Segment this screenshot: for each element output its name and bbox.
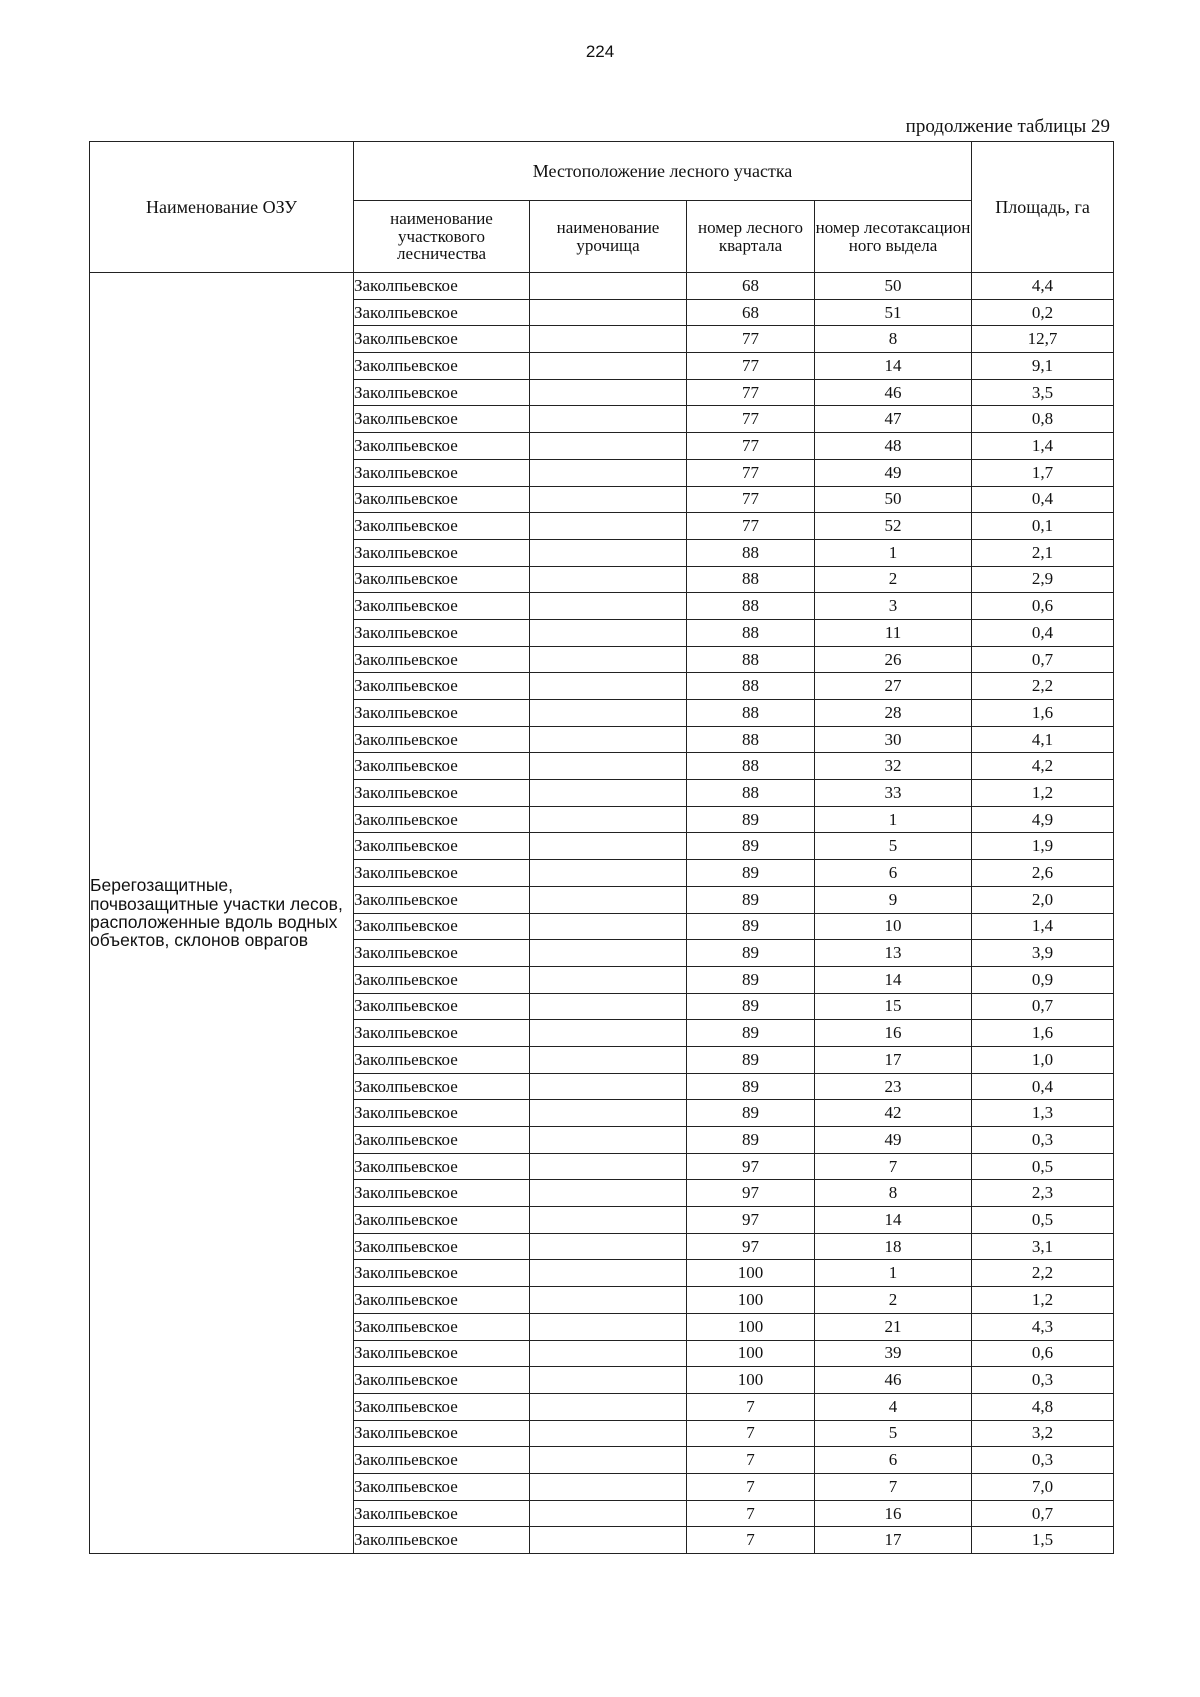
- cell-forestry: Заколпьевское: [354, 780, 530, 807]
- cell-allotment: 5: [815, 1420, 972, 1447]
- cell-allotment: 6: [815, 860, 972, 887]
- cell-allotment: 39: [815, 1340, 972, 1367]
- cell-tract: [530, 1473, 687, 1500]
- cell-area: 0,3: [972, 1447, 1114, 1474]
- cell-area: 1,6: [972, 700, 1114, 727]
- cell-allotment: 11: [815, 619, 972, 646]
- cell-quarter: 88: [687, 673, 815, 700]
- cell-quarter: 89: [687, 1100, 815, 1127]
- cell-quarter: 77: [687, 406, 815, 433]
- cell-area: 4,8: [972, 1393, 1114, 1420]
- table-caption: продолжение таблицы 29: [905, 116, 1110, 137]
- cell-allotment: 26: [815, 646, 972, 673]
- cell-allotment: 1: [815, 1260, 972, 1287]
- cell-area: 3,1: [972, 1233, 1114, 1260]
- cell-area: 1,0: [972, 1046, 1114, 1073]
- table-row: [90, 273, 1114, 300]
- cell-forestry: Заколпьевское: [354, 1527, 530, 1554]
- cell-allotment: 51: [815, 299, 972, 326]
- cell-forestry: Заколпьевское: [354, 1420, 530, 1447]
- cell-tract: [530, 326, 687, 353]
- header-location-group: Местоположение лесного участка: [354, 142, 972, 201]
- cell-area: 0,4: [972, 1073, 1114, 1100]
- cell-tract: [530, 1207, 687, 1234]
- cell-allotment: 27: [815, 673, 972, 700]
- cell-area: 9,1: [972, 353, 1114, 380]
- cell-area: 1,7: [972, 459, 1114, 486]
- cell-tract: [530, 353, 687, 380]
- cell-tract: [530, 833, 687, 860]
- cell-allotment: 15: [815, 993, 972, 1020]
- cell-area: 2,3: [972, 1180, 1114, 1207]
- cell-tract: [530, 700, 687, 727]
- cell-quarter: 7: [687, 1393, 815, 1420]
- cell-tract: [530, 1420, 687, 1447]
- cell-allotment: 50: [815, 273, 972, 300]
- cell-area: 1,5: [972, 1527, 1114, 1554]
- cell-allotment: 17: [815, 1046, 972, 1073]
- cell-tract: [530, 1340, 687, 1367]
- cell-tract: [530, 646, 687, 673]
- cell-forestry: Заколпьевское: [354, 833, 530, 860]
- cell-forestry: Заколпьевское: [354, 1260, 530, 1287]
- cell-area: 0,4: [972, 619, 1114, 646]
- header-tract: наименование урочища: [530, 201, 687, 273]
- cell-quarter: 89: [687, 1020, 815, 1047]
- cell-quarter: 100: [687, 1260, 815, 1287]
- cell-allotment: 9: [815, 886, 972, 913]
- cell-quarter: 89: [687, 886, 815, 913]
- cell-allotment: 10: [815, 913, 972, 940]
- cell-quarter: 89: [687, 1046, 815, 1073]
- cell-quarter: 89: [687, 1073, 815, 1100]
- cell-area: 2,0: [972, 886, 1114, 913]
- cell-quarter: 88: [687, 700, 815, 727]
- cell-tract: [530, 1180, 687, 1207]
- cell-quarter: 77: [687, 326, 815, 353]
- cell-quarter: 89: [687, 940, 815, 967]
- cell-forestry: Заколпьевское: [354, 1473, 530, 1500]
- cell-quarter: 100: [687, 1287, 815, 1314]
- cell-quarter: 97: [687, 1180, 815, 1207]
- cell-forestry: Заколпьевское: [354, 1287, 530, 1314]
- cell-tract: [530, 1073, 687, 1100]
- cell-area: 0,1: [972, 513, 1114, 540]
- cell-forestry: Заколпьевское: [354, 1340, 530, 1367]
- cell-forestry: Заколпьевское: [354, 1393, 530, 1420]
- cell-allotment: 7: [815, 1473, 972, 1500]
- cell-area: 2,2: [972, 673, 1114, 700]
- cell-tract: [530, 966, 687, 993]
- cell-area: 2,9: [972, 566, 1114, 593]
- cell-forestry: Заколпьевское: [354, 646, 530, 673]
- cell-allotment: 14: [815, 966, 972, 993]
- cell-forestry: Заколпьевское: [354, 1207, 530, 1234]
- cell-area: 0,2: [972, 299, 1114, 326]
- cell-allotment: 1: [815, 539, 972, 566]
- cell-allotment: 1: [815, 806, 972, 833]
- cell-quarter: 88: [687, 780, 815, 807]
- cell-tract: [530, 513, 687, 540]
- cell-area: 4,2: [972, 753, 1114, 780]
- cell-tract: [530, 1313, 687, 1340]
- cell-quarter: 88: [687, 539, 815, 566]
- cell-quarter: 89: [687, 1127, 815, 1154]
- header-allotment: номер лесотаксацион ного выдела: [815, 201, 972, 273]
- cell-forestry: Заколпьевское: [354, 273, 530, 300]
- cell-tract: [530, 459, 687, 486]
- cell-tract: [530, 1127, 687, 1154]
- cell-forestry: Заколпьевское: [354, 459, 530, 486]
- forest-plots-table: [89, 141, 1114, 1554]
- cell-tract: [530, 726, 687, 753]
- cell-forestry: Заколпьевское: [354, 406, 530, 433]
- cell-forestry: Заколпьевское: [354, 753, 530, 780]
- cell-quarter: 7: [687, 1500, 815, 1527]
- cell-area: 3,9: [972, 940, 1114, 967]
- cell-allotment: 8: [815, 1180, 972, 1207]
- cell-quarter: 89: [687, 806, 815, 833]
- cell-quarter: 89: [687, 993, 815, 1020]
- cell-forestry: Заколпьевское: [354, 1127, 530, 1154]
- cell-quarter: 7: [687, 1420, 815, 1447]
- cell-tract: [530, 1527, 687, 1554]
- cell-forestry: Заколпьевское: [354, 513, 530, 540]
- cell-forestry: Заколпьевское: [354, 433, 530, 460]
- cell-forestry: Заколпьевское: [354, 1367, 530, 1394]
- cell-tract: [530, 433, 687, 460]
- cell-allotment: 18: [815, 1233, 972, 1260]
- cell-forestry: Заколпьевское: [354, 379, 530, 406]
- cell-forestry: Заколпьевское: [354, 700, 530, 727]
- cell-area: 0,6: [972, 593, 1114, 620]
- cell-tract: [530, 1367, 687, 1394]
- cell-area: 1,6: [972, 1020, 1114, 1047]
- cell-area: 2,6: [972, 860, 1114, 887]
- cell-quarter: 77: [687, 459, 815, 486]
- cell-area: 4,3: [972, 1313, 1114, 1340]
- cell-area: 4,4: [972, 273, 1114, 300]
- cell-area: 0,8: [972, 406, 1114, 433]
- cell-area: 0,7: [972, 646, 1114, 673]
- ozu-category-cell: Берегозащитные, почвозащитные участки лесов, расположенные вдоль водных объектов, склонов оврагов: [90, 273, 354, 1554]
- cell-forestry: Заколпьевское: [354, 673, 530, 700]
- header-forestry: наименование участкового лесничества: [354, 201, 530, 273]
- cell-area: 3,5: [972, 379, 1114, 406]
- cell-tract: [530, 1260, 687, 1287]
- cell-allotment: 46: [815, 379, 972, 406]
- cell-allotment: 32: [815, 753, 972, 780]
- cell-quarter: 77: [687, 433, 815, 460]
- cell-tract: [530, 886, 687, 913]
- cell-area: 4,1: [972, 726, 1114, 753]
- cell-allotment: 50: [815, 486, 972, 513]
- cell-area: 1,4: [972, 913, 1114, 940]
- header-ozu-name: Наименование ОЗУ: [90, 142, 354, 273]
- cell-tract: [530, 913, 687, 940]
- cell-tract: [530, 806, 687, 833]
- cell-forestry: Заколпьевское: [354, 539, 530, 566]
- cell-tract: [530, 1500, 687, 1527]
- cell-quarter: 89: [687, 966, 815, 993]
- cell-quarter: 100: [687, 1340, 815, 1367]
- cell-quarter: 97: [687, 1153, 815, 1180]
- cell-tract: [530, 1153, 687, 1180]
- cell-tract: [530, 993, 687, 1020]
- cell-forestry: Заколпьевское: [354, 486, 530, 513]
- cell-allotment: 7: [815, 1153, 972, 1180]
- cell-allotment: 4: [815, 1393, 972, 1420]
- cell-allotment: 14: [815, 353, 972, 380]
- cell-allotment: 28: [815, 700, 972, 727]
- table-header: [90, 142, 1114, 273]
- cell-forestry: Заколпьевское: [354, 806, 530, 833]
- cell-tract: [530, 486, 687, 513]
- cell-forestry: Заколпьевское: [354, 593, 530, 620]
- cell-allotment: 21: [815, 1313, 972, 1340]
- page-number: 224: [585, 42, 615, 61]
- cell-quarter: 88: [687, 753, 815, 780]
- cell-forestry: Заколпьевское: [354, 1500, 530, 1527]
- cell-allotment: 6: [815, 1447, 972, 1474]
- cell-area: 0,5: [972, 1153, 1114, 1180]
- cell-tract: [530, 1233, 687, 1260]
- cell-area: 4,9: [972, 806, 1114, 833]
- cell-quarter: 89: [687, 913, 815, 940]
- cell-quarter: 68: [687, 273, 815, 300]
- cell-forestry: Заколпьевское: [354, 726, 530, 753]
- cell-quarter: 7: [687, 1473, 815, 1500]
- cell-allotment: 5: [815, 833, 972, 860]
- cell-area: 0,5: [972, 1207, 1114, 1234]
- cell-tract: [530, 406, 687, 433]
- cell-allotment: 13: [815, 940, 972, 967]
- cell-area: 7,0: [972, 1473, 1114, 1500]
- cell-quarter: 88: [687, 726, 815, 753]
- cell-tract: [530, 860, 687, 887]
- cell-quarter: 88: [687, 566, 815, 593]
- cell-quarter: 97: [687, 1207, 815, 1234]
- cell-tract: [530, 1020, 687, 1047]
- table-body: [90, 273, 1114, 1554]
- cell-allotment: 3: [815, 593, 972, 620]
- cell-allotment: 2: [815, 1287, 972, 1314]
- cell-forestry: Заколпьевское: [354, 1180, 530, 1207]
- cell-quarter: 100: [687, 1313, 815, 1340]
- cell-allotment: 49: [815, 1127, 972, 1154]
- cell-area: 0,6: [972, 1340, 1114, 1367]
- cell-forestry: Заколпьевское: [354, 886, 530, 913]
- cell-allotment: 47: [815, 406, 972, 433]
- cell-tract: [530, 299, 687, 326]
- cell-tract: [530, 1447, 687, 1474]
- cell-area: 0,7: [972, 993, 1114, 1020]
- cell-tract: [530, 273, 687, 300]
- cell-allotment: 52: [815, 513, 972, 540]
- cell-quarter: 88: [687, 646, 815, 673]
- cell-area: 0,3: [972, 1367, 1114, 1394]
- cell-quarter: 7: [687, 1527, 815, 1554]
- cell-tract: [530, 1393, 687, 1420]
- cell-quarter: 77: [687, 379, 815, 406]
- cell-area: 1,9: [972, 833, 1114, 860]
- cell-allotment: 16: [815, 1500, 972, 1527]
- cell-allotment: 2: [815, 566, 972, 593]
- cell-forestry: Заколпьевское: [354, 1100, 530, 1127]
- cell-forestry: Заколпьевское: [354, 1020, 530, 1047]
- cell-quarter: 88: [687, 593, 815, 620]
- cell-tract: [530, 1046, 687, 1073]
- cell-quarter: 97: [687, 1233, 815, 1260]
- cell-area: 2,1: [972, 539, 1114, 566]
- cell-quarter: 89: [687, 860, 815, 887]
- cell-forestry: Заколпьевское: [354, 1233, 530, 1260]
- cell-tract: [530, 539, 687, 566]
- cell-forestry: Заколпьевское: [354, 1313, 530, 1340]
- cell-quarter: 68: [687, 299, 815, 326]
- cell-forestry: Заколпьевское: [354, 299, 530, 326]
- cell-quarter: 100: [687, 1367, 815, 1394]
- cell-allotment: 8: [815, 326, 972, 353]
- cell-tract: [530, 1287, 687, 1314]
- cell-area: 1,4: [972, 433, 1114, 460]
- cell-forestry: Заколпьевское: [354, 966, 530, 993]
- cell-area: 1,2: [972, 780, 1114, 807]
- cell-forestry: Заколпьевское: [354, 993, 530, 1020]
- cell-quarter: 77: [687, 513, 815, 540]
- cell-allotment: 23: [815, 1073, 972, 1100]
- cell-allotment: 16: [815, 1020, 972, 1047]
- cell-forestry: Заколпьевское: [354, 619, 530, 646]
- cell-forestry: Заколпьевское: [354, 913, 530, 940]
- cell-allotment: 14: [815, 1207, 972, 1234]
- cell-forestry: Заколпьевское: [354, 1447, 530, 1474]
- cell-tract: [530, 566, 687, 593]
- cell-area: 0,3: [972, 1127, 1114, 1154]
- cell-forestry: Заколпьевское: [354, 1046, 530, 1073]
- cell-area: 3,2: [972, 1420, 1114, 1447]
- cell-tract: [530, 780, 687, 807]
- cell-area: 0,9: [972, 966, 1114, 993]
- cell-tract: [530, 673, 687, 700]
- cell-quarter: 77: [687, 486, 815, 513]
- cell-allotment: 49: [815, 459, 972, 486]
- cell-tract: [530, 593, 687, 620]
- cell-forestry: Заколпьевское: [354, 1153, 530, 1180]
- cell-area: 0,7: [972, 1500, 1114, 1527]
- cell-area: 1,3: [972, 1100, 1114, 1127]
- cell-tract: [530, 753, 687, 780]
- cell-quarter: 77: [687, 353, 815, 380]
- cell-tract: [530, 619, 687, 646]
- cell-forestry: Заколпьевское: [354, 940, 530, 967]
- cell-forestry: Заколпьевское: [354, 566, 530, 593]
- header-area: Площадь, га: [972, 142, 1114, 273]
- cell-allotment: 48: [815, 433, 972, 460]
- cell-tract: [530, 1100, 687, 1127]
- cell-tract: [530, 379, 687, 406]
- cell-area: 2,2: [972, 1260, 1114, 1287]
- cell-allotment: 17: [815, 1527, 972, 1554]
- cell-area: 12,7: [972, 326, 1114, 353]
- cell-allotment: 30: [815, 726, 972, 753]
- cell-allotment: 42: [815, 1100, 972, 1127]
- cell-quarter: 88: [687, 619, 815, 646]
- cell-forestry: Заколпьевское: [354, 860, 530, 887]
- cell-tract: [530, 940, 687, 967]
- cell-forestry: Заколпьевское: [354, 326, 530, 353]
- cell-allotment: 46: [815, 1367, 972, 1394]
- cell-forestry: Заколпьевское: [354, 353, 530, 380]
- cell-area: 1,2: [972, 1287, 1114, 1314]
- header-quarter: номер лесного квартала: [687, 201, 815, 273]
- cell-forestry: Заколпьевское: [354, 1073, 530, 1100]
- cell-quarter: 89: [687, 833, 815, 860]
- cell-quarter: 7: [687, 1447, 815, 1474]
- cell-area: 0,4: [972, 486, 1114, 513]
- cell-allotment: 33: [815, 780, 972, 807]
